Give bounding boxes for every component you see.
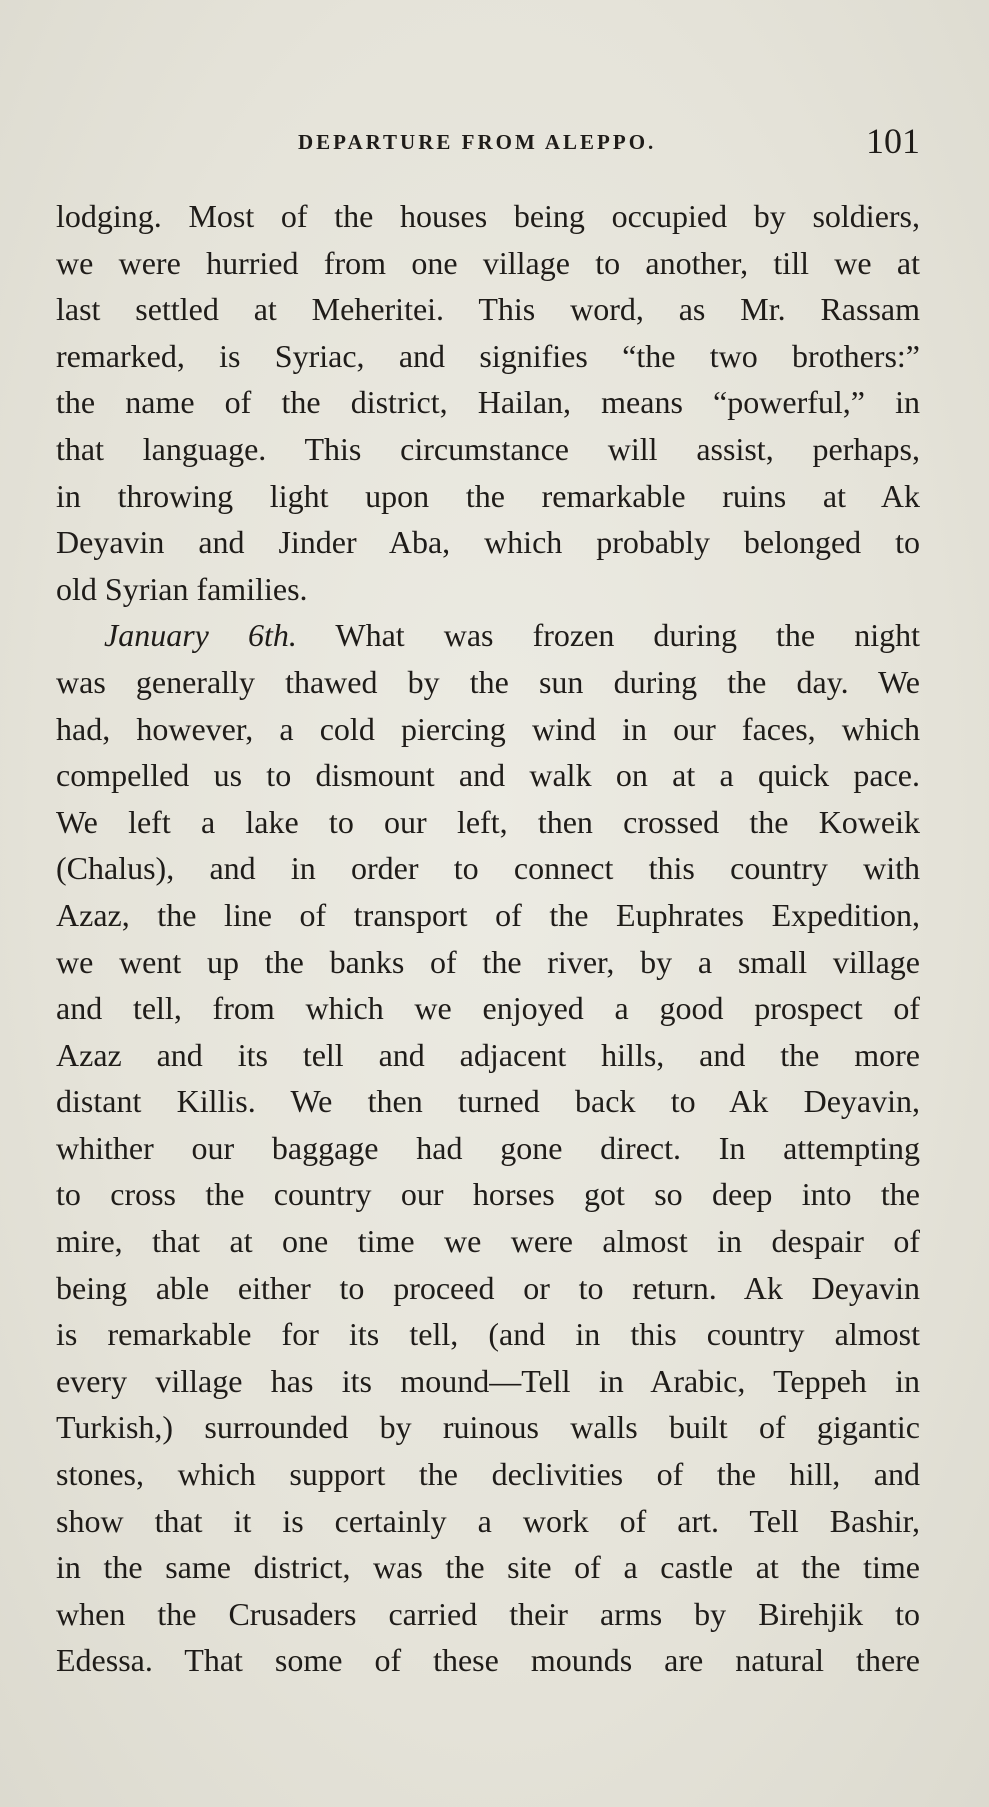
text-line: in the same district, was the site of a castle at the time	[56, 1549, 920, 1586]
text-line: Turkish,) surrounded by ruinous walls built of gigantic	[56, 1409, 920, 1446]
text-line: was generally thawed by the sun during the day. We	[56, 663, 920, 700]
text-line: (Chalus), and in order to connect this country with	[56, 850, 920, 887]
text-line: lodging. Most of the houses being occupied by soldiers,	[56, 198, 920, 234]
text-line: Deyavin and Jinder Aba, which probably belonged to	[56, 524, 920, 561]
text-line: show that it is certainly a work of art. Tell Bashir,	[56, 1502, 920, 1539]
text-line: What was frozen during the night	[335, 617, 920, 654]
text-line: We left a lake to our left, then crossed the Koweik	[56, 803, 920, 840]
text-line: distant Killis. We then turned back to Ak Deyavin,	[56, 1083, 920, 1120]
text-line: stones, which support the declivities of the hill, and	[56, 1456, 920, 1493]
text-line: mire, that at one time we were almost in despair of	[56, 1223, 920, 1260]
chapter-title: DEPARTURE FROM ALEPPO.	[298, 130, 657, 154]
text-line: and tell, from which we enjoyed a good prospect of	[56, 990, 920, 1027]
text-line: that language. This circumstance will assist, perhaps,	[56, 430, 920, 467]
date-heading: January 6th.	[104, 617, 297, 654]
text-line: every village has its mound—Tell in Arabic, Teppeh in	[56, 1362, 920, 1399]
running-head	[56, 120, 920, 160]
text-line: remarked, is Syriac, and signifies “the two brothers:”	[56, 337, 920, 374]
page-number: 101	[866, 121, 920, 161]
paragraph-first-line	[56, 612, 920, 659]
text-line: to cross the country our horses got so deep into the	[56, 1176, 920, 1213]
body-text	[56, 193, 920, 1684]
text-line: Edessa. That some of these mounds are natural there	[56, 1642, 920, 1679]
text-line: the name of the district, Hailan, means “powerful,” in	[56, 384, 920, 421]
text-line: is remarkable for its tell, (and in this country almost	[56, 1316, 920, 1353]
text-line: whither our baggage had gone direct. In attempting	[56, 1129, 920, 1166]
text-line: we went up the banks of the river, by a small village	[56, 943, 920, 980]
text-line: had, however, a cold piercing wind in our faces, which	[56, 710, 920, 747]
text-line: in throwing light upon the remarkable ruins at Ak	[56, 477, 920, 514]
text-line: being able either to proceed or to return. Ak Deyavin	[56, 1269, 920, 1306]
text-line: compelled us to dismount and walk on at a quick pace.	[56, 757, 920, 794]
text-line: last settled at Meheritei. This word, as Mr. Rassam	[56, 291, 920, 328]
text-line: we were hurried from one village to another, till we at	[56, 244, 920, 281]
text-line: Azaz, the line of transport of the Euphrates Expedition,	[56, 896, 920, 933]
text-line: old Syrian families.	[56, 570, 308, 607]
text-line: Azaz and its tell and adjacent hills, and the more	[56, 1036, 920, 1073]
text-line: when the Crusaders carried their arms by Birehjik to	[56, 1595, 920, 1632]
